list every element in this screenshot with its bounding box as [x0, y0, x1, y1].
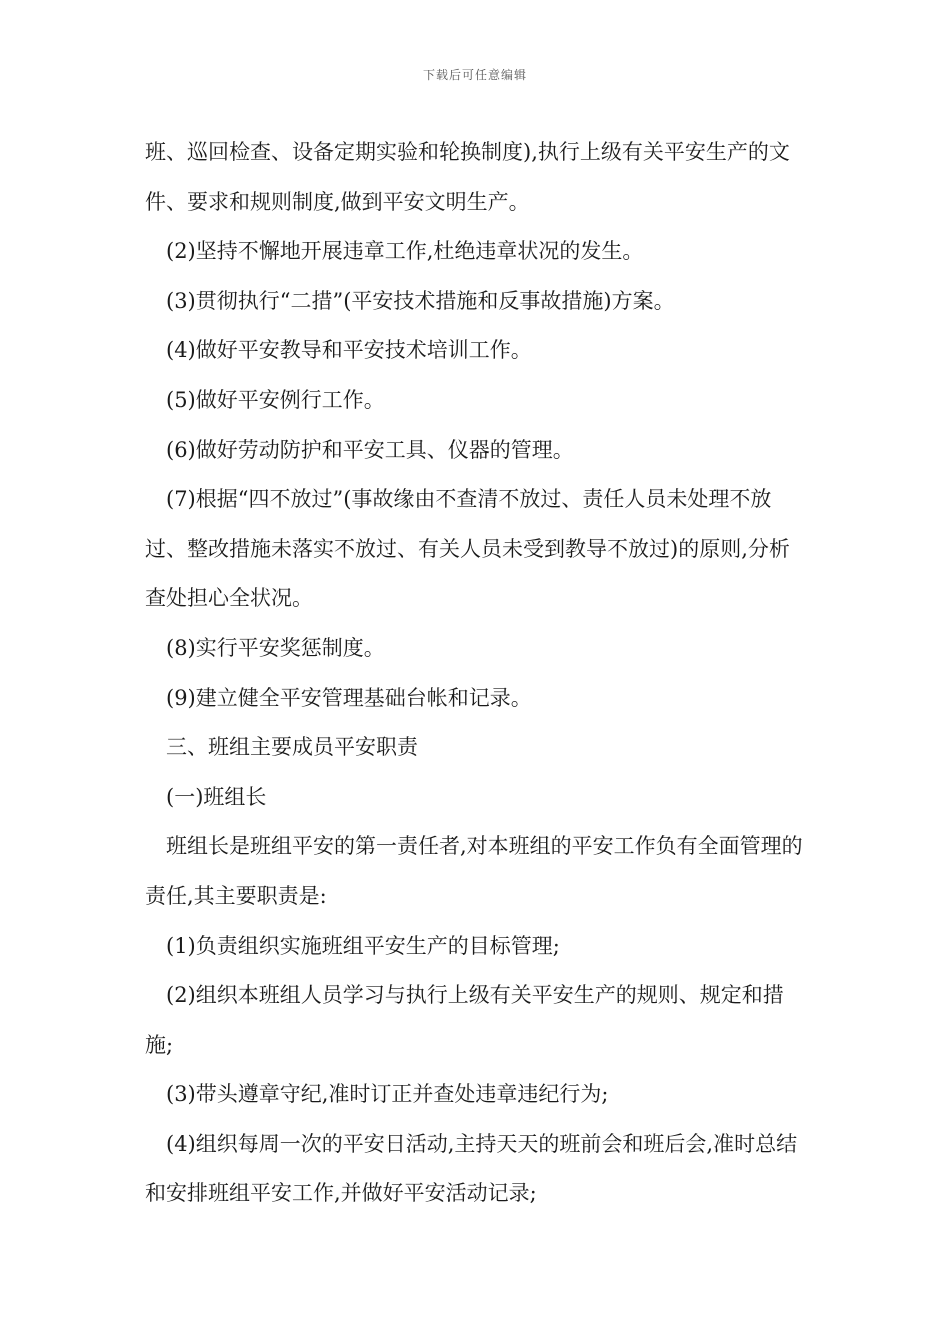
- document-body: [145, 128, 810, 1219]
- paragraph: (5)做好平安例行工作。: [166, 387, 385, 412]
- paragraph: (6)做好劳动防护和平安工具、仪器的管理。: [166, 437, 574, 462]
- paragraph: (4)组织每周一次的平安日活动,主持天天的班前会和班后会,准时总结和安排班组平安工作,并做好平安活动记录;: [145, 1131, 798, 1206]
- paragraph: (8)实行平安奖惩制度。: [166, 635, 385, 660]
- paragraph: (9)建立健全平安管理基础台帐和记录。: [166, 685, 532, 710]
- paragraph: 班、巡回检查、设备定期实验和轮换制度),执行上级有关平安生产的文件、要求和规则制度,做到平安文明生产。: [145, 140, 790, 214]
- paragraph: (1)负责组织实施班组平安生产的目标管理;: [166, 933, 560, 958]
- paragraph: (2)坚持不懈地开展违章工作,杜绝违章状况的发生。: [166, 239, 644, 264]
- paragraph: (4)做好平安教导和平安技术培训工作。: [166, 338, 532, 363]
- paragraph: (3)贯彻执行“二措”(平安技术措施和反事故措施)方案。: [166, 288, 675, 313]
- paragraph: 班组长是班组平安的第一责任者,对本班组的平安工作负有全面管理的责任,其主要职责是:: [145, 834, 803, 908]
- paragraph: (3)带头遵章守纪,准时订正并查处违章违纪行为;: [166, 1082, 609, 1107]
- section-heading: 三、班组主要成员平安职责: [166, 735, 418, 760]
- paragraph: (7)根据“四不放过”(事故缘由不查清不放过、责任人员未处理不放过、整改措施未落实不放过、有关人员未受到教导不放过)的原则,分析查处担心全状况。: [145, 487, 790, 611]
- page-header: 下载后可任意编辑: [422, 68, 527, 82]
- subsection-heading: (一)班组长: [166, 784, 267, 809]
- paragraph: (2)组织本班组人员学习与执行上级有关平安生产的规则、规定和措施;: [145, 983, 784, 1057]
